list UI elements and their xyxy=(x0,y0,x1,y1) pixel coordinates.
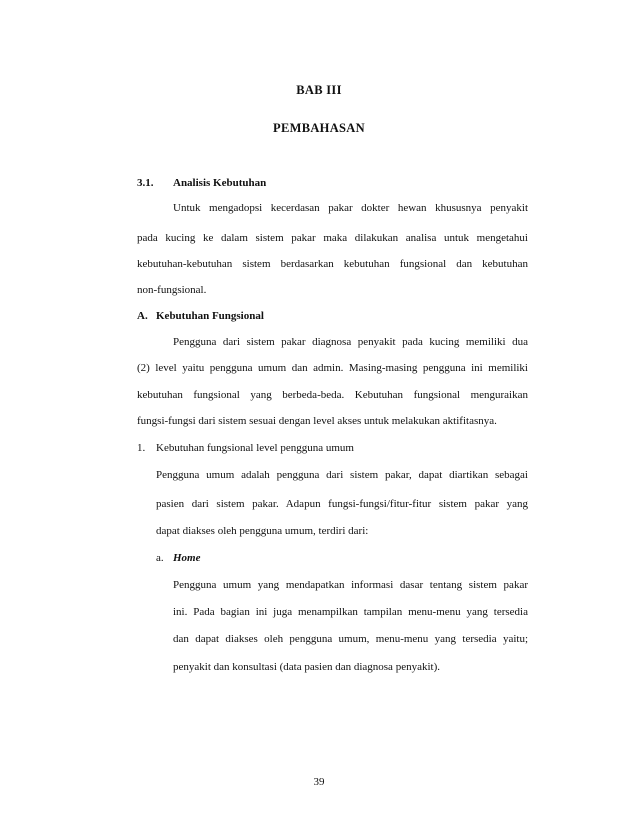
section-title: Analisis Kebutuhan xyxy=(173,177,267,189)
para4-line-3: dan dapat diakses oleh pengguna umum, menu-menu yang tersedia yaitu; xyxy=(173,633,528,645)
para3-line-1: Pengguna umum adalah pengguna dari sistem pakar, dapat diartikan sebagai xyxy=(156,469,528,481)
chapter-title: PEMBAHASAN xyxy=(273,121,365,135)
para1-line-4: non-fungsional. xyxy=(137,284,207,296)
para2-line-3: kebutuhan fungsional yang berbeda-beda. Kebutuhan fungsional menguraikan xyxy=(137,389,528,401)
para1-line-3: kebutuhan-kebutuhan sistem berdasarkan kebutuhan fungsional dan kebutuhan xyxy=(137,258,528,270)
para4-line-2: ini. Pada bagian ini juga menampilkan tampilan menu-menu yang tersedia xyxy=(173,606,528,618)
chapter-label: BAB III xyxy=(296,83,342,97)
para2-line-2: (2) level yaitu pengguna umum dan admin. Masing-masing pengguna ini memiliki xyxy=(137,362,528,374)
item-1-title: Kebutuhan fungsional level pengguna umum xyxy=(156,442,354,454)
subsection-a-label: A. xyxy=(137,310,148,322)
para1-line-2: pada kucing ke dalam sistem pakar maka dilakukan analisa untuk mengetahui xyxy=(137,232,528,244)
para3-line-2: pasien dari sistem pakar. Adapun fungsi-fungsi/fitur-fitur sistem pakar yang xyxy=(156,498,528,510)
para3-line-3: dapat diakses oleh pengguna umum, terdiri dari: xyxy=(156,525,369,537)
para4-line-1: Pengguna umum yang mendapatkan informasi dasar tentang sistem pakar xyxy=(173,579,528,591)
subsection-a-title: Kebutuhan Fungsional xyxy=(156,310,264,322)
para2-line-1: Pengguna dari sistem pakar diagnosa penyakit pada kucing memiliki dua xyxy=(173,336,528,348)
para4-line-4: penyakit dan konsultasi (data pasien dan diagnosa penyakit). xyxy=(173,661,440,673)
item-1-label: 1. xyxy=(137,442,146,454)
item-a-title: Home xyxy=(173,552,201,564)
item-a-label: a. xyxy=(156,552,164,564)
para2-line-4: fungsi-fungsi dari sistem sesuai dengan level akses untuk melakukan aktifitasnya. xyxy=(137,415,497,427)
section-number: 3.1. xyxy=(137,177,154,189)
para1-line-1: Untuk mengadopsi kecerdasan pakar dokter hewan khususnya penyakit xyxy=(173,202,528,214)
page-number: 39 xyxy=(313,776,325,788)
